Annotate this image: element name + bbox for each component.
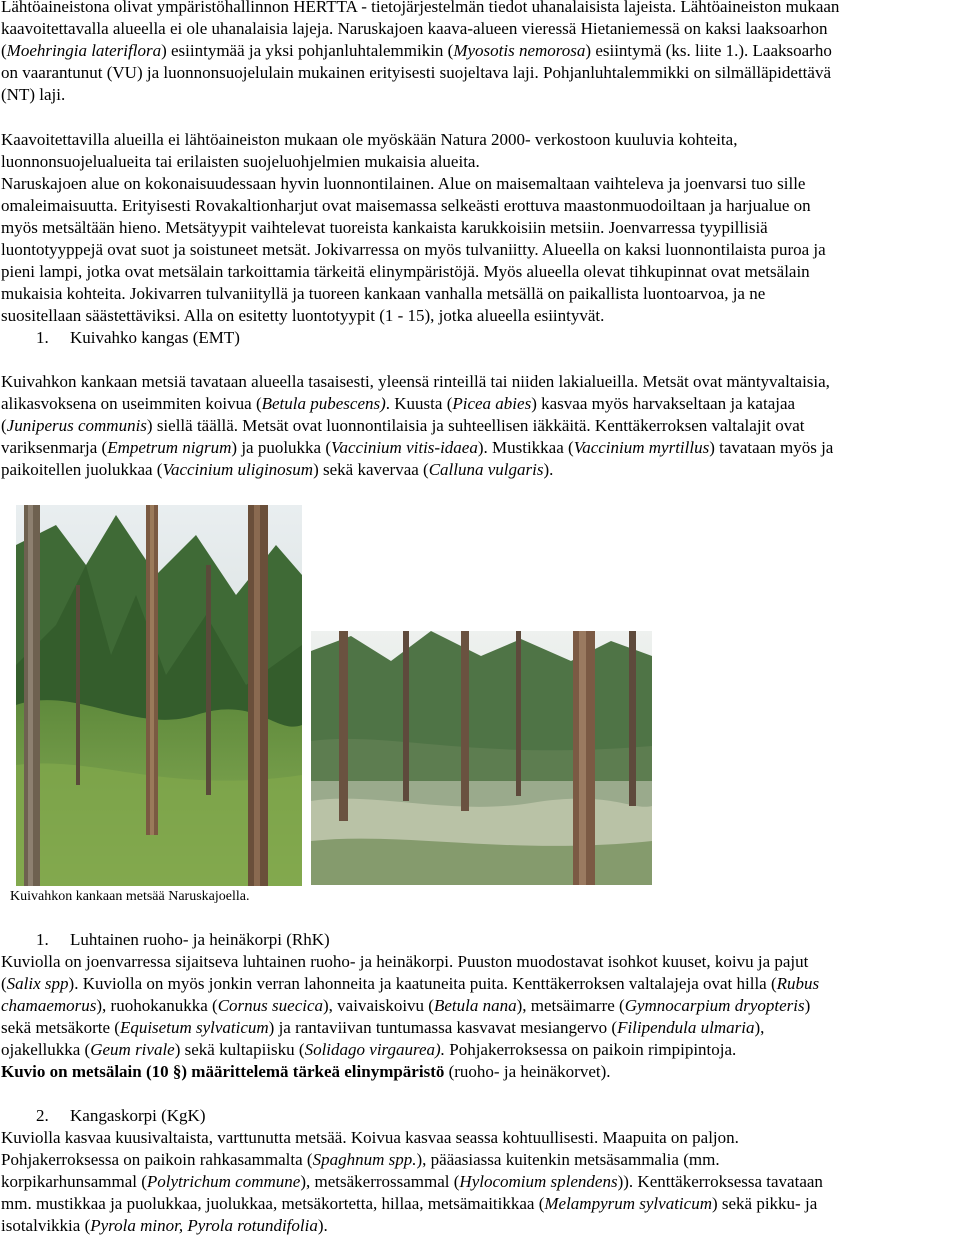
section-title: Kuivahko kangas (EMT) — [70, 328, 240, 347]
text-line: myös metsältään hieno. Metsätyypit vaihtelevat tuoreista kankaista karukkoisiin metsiin. Joenvarressa tyypillisiä — [1, 218, 768, 237]
section-number: 1. — [36, 328, 49, 347]
text-line: (Salix spp). Kuviolla on myös jonkin verran lahonneita ja kaatuneita puita. Kenttäkerroksen valtalajeja ovat hilla (Rubus — [1, 974, 820, 993]
section-title: Luhtainen ruoho- ja heinäkorpi (RhK) — [70, 930, 330, 949]
text-line: kaavoitettavalla alueella ei ole uhanalaisia lajeja. Naruskajoen kaava-alueen vieressä Hietaniemessä on kaksi laaksoarhon — [1, 19, 828, 38]
text-line: Pohjakerroksessa on paikoin rahkasammalta (Spaghnum spp.), pääasiassa kuitenkin metsäsammalia (mm. — [1, 1150, 720, 1169]
text-line: omaleimaisuutta. Erityisesti Rovakaltionharjut ovat maisemassa selkeästi erottuva maastonmuodoiltaan ja harjualue on — [1, 196, 811, 215]
forest-photo-left — [16, 505, 302, 886]
forest-photo-right — [311, 631, 652, 885]
intro-paragraph — [1, 0, 956, 106]
text-line: (NT) laji. — [1, 85, 66, 104]
important-habitat-note: Kuvio on metsälain (10 §) määrittelemä tärkeä elinympäristö — [1, 1062, 445, 1081]
section-heading-emt — [36, 327, 240, 349]
text-line: variksenmarja (Empetrum nigrum) ja puolukka (Vaccinium vitis-idaea). Mustikkaa (Vaccinium myrtillus) tavataan myös ja — [1, 438, 834, 457]
section-title: Kangaskorpi (KgK) — [70, 1106, 206, 1125]
section-number: 2. — [36, 1106, 49, 1125]
text-line: (Juniperus communis) siellä täällä. Metsät ovat luonnontilaisia ja suhteellisen iäkkäitä. Kenttäkerroksen valtalajit ovat — [1, 416, 805, 435]
text-line: paikoitellen juolukkaa (Vaccinium uliginosum) sekä kavervaa (Calluna vulgaris). — [1, 460, 554, 479]
text-line: alikasvoksena on useimmiten koivua (Betula pubescens). Kuusta (Picea abies) kasvaa myös harvakseltaan ja katajaa — [1, 394, 796, 413]
text-line: pieni lampi, jotka ovat metsälain tarkoittamia tärkeitä elinympäristöjä. Myös alueella olevat tihkupinnat ovat metsälain — [1, 262, 810, 281]
text-line: Kuivahkon kankaan metsiä tavataan alueella tasaisesti, yleensä rinteillä tai niiden lakialueilla. Metsät ovat mäntyvaltaisia, — [1, 372, 830, 391]
text-line: Kaavoitettavilla alueilla ei lähtöaineiston mukaan ole myöskään Natura 2000- verkostoon kuuluvia kohteita, — [1, 130, 738, 149]
text-line: on vaarantunut (VU) ja luonnonsuojelulain mukainen erityisesti suojeltava laji. Pohjanluhtalemmikki on silmälläpidettävä — [1, 63, 831, 82]
natura-paragraph — [1, 129, 956, 327]
text-line: Kuviolla on joenvarressa sijaitseva luhtainen ruoho- ja heinäkorpi. Puuston muodostavat isohkot kuuset, koivu ja pajut — [1, 952, 809, 971]
emt-paragraph — [1, 371, 956, 481]
text-line: Kuvio on metsälain (10 §) määrittelemä tärkeä elinympäristö (ruoho- ja heinäkorvet). — [1, 1062, 611, 1081]
photo-caption: Kuivahkon kankaan metsää Naruskajoella. — [10, 889, 250, 904]
text-line: Kuviolla kasvaa kuusivaltaista, varttunutta metsää. Koivua kasvaa seassa kohtuullisesti. Maapuita on paljon. — [1, 1128, 739, 1147]
text-line: Naruskajoen alue on kokonaisuudessaan hyvin luonnontilainen. Alue on maisemaltaan vaihteleva ja joenvarsi tuo sille — [1, 174, 806, 193]
section-heading-kgk — [36, 1105, 206, 1127]
text-line: suositellaan säästettäviksi. Alla on esitetty luontotyypit (1 - 15), jotka alueella esiintyvät. — [1, 306, 605, 325]
rhk-paragraph — [1, 951, 956, 1083]
text-line: Lähtöaineistona olivat ympäristöhallinnon HERTTA - tietojärjestelmän tiedot uhanalaisista lajeista. Lähtöaineiston mukaan — [1, 0, 840, 16]
kgk-paragraph — [1, 1127, 956, 1237]
text-line: mukaisia kohteita. Jokivarren tulvaniityllä ja tuoreen kankaan vanhalla metsällä on paikallista luontoarvoa, ja ne — [1, 284, 766, 303]
text-line: luontotyyppejä ovat suot ja soistuneet metsät. Jokivarressa on myös tulvaniitty. Alueella on kaksi luonnontilaista puroa ja — [1, 240, 826, 259]
text-line: mm. mustikkaa ja puolukkaa, juolukkaa, metsäkortetta, hillaa, metsämaitikkaa (Melampyrum sylvaticum) sekä pikku- ja — [1, 1194, 818, 1213]
text-line: korpikarhunsammal (Polytrichum commune), metsäkerrossammal (Hylocomium splendens)). Kenttäkerroksessa tavataan — [1, 1172, 823, 1191]
text-line: luonnonsuojelualueita tai erilaisten suojeluohjelmien mukaisia alueita. — [1, 152, 480, 171]
section-number: 1. — [36, 930, 49, 949]
text-line: ojakellukka (Geum rivale) sekä kultapiisku (Solidago virgaurea). Pohjakerroksessa on paikoin rimpipintoja. — [1, 1040, 737, 1059]
text-line: isotalvikkia (Pyrola minor, Pyrola rotundifolia). — [1, 1216, 328, 1235]
text-line: sekä metsäkorte (Equisetum sylvaticum) ja rantaviivan tuntumassa kasvavat mesiangervo (Filipendula ulmaria), — [1, 1018, 765, 1037]
text-line: chamaemorus), ruohokanukka (Cornus suecica), vaivaiskoivu (Betula nana), metsäimarre (Gymnocarpium dryopteris) — [1, 996, 811, 1015]
section-heading-rhk — [36, 929, 330, 951]
text-line: (Moehringia lateriflora) esiintymää ja yksi pohjanluhtalemmikin (Myosotis nemorosa) esiintymä (ks. liite 1.). Laaksoarho — [1, 41, 832, 60]
